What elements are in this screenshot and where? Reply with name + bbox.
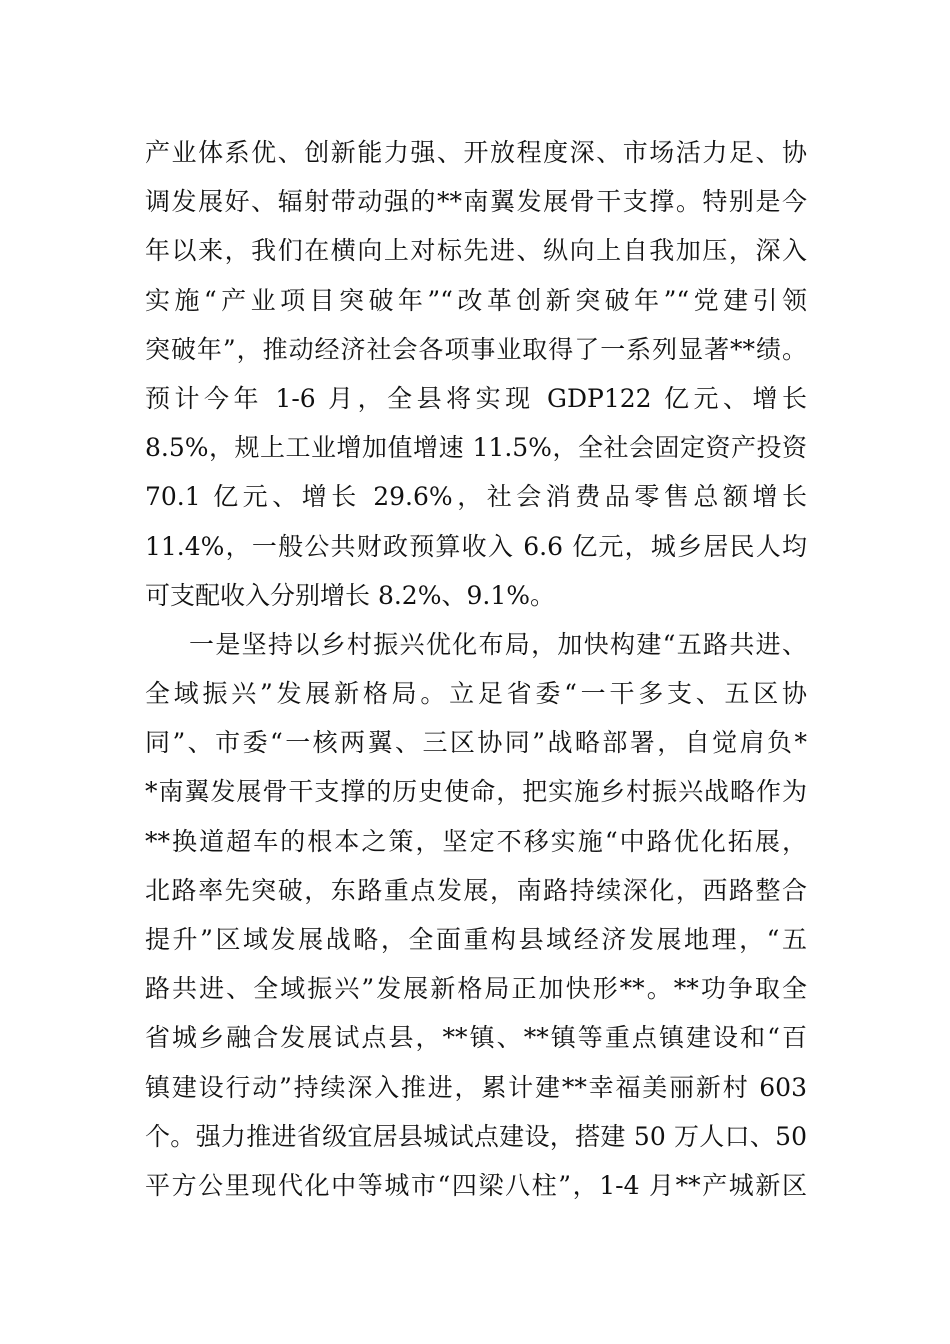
paragraph-first-line: 一是坚持以乡村振兴优化布局，加快构建“五路共进、: [189, 629, 807, 659]
text-line: 年以来，我们在横向上对标先进、纵向上自我加压，深入: [145, 236, 807, 266]
text-line: 平方公里现代化中等城市“四梁八柱”，1-4 月**产城新区: [145, 1170, 807, 1200]
text-line: 省城乡融合发展试点县，**镇、**镇等重点镇建设和“百: [145, 1023, 807, 1053]
text-line: 8.5%，规上工业增加值增速 11.5%，全社会固定资产投资: [145, 433, 807, 463]
body-text: [145, 128, 807, 1210]
text-line: 70.1 亿元、增长 29.6%，社会消费品零售总额增长: [145, 482, 807, 512]
text-line: *南翼发展骨干支撑的历史使命，把实施乡村振兴战略作为: [145, 777, 807, 807]
text-line: 镇建设行动”持续深入推进，累计建**幸福美丽新村 603: [145, 1072, 807, 1102]
text-line: 可支配收入分别增长 8.2%、9.1%。: [145, 580, 555, 610]
text-line: 同”、市委“一核两翼、三区协同”战略部署，自觉肩负*: [145, 728, 807, 758]
text-line: **换道超车的根本之策，坚定不移实施“中路优化拓展，: [145, 826, 807, 856]
text-line: 调发展好、辐射带动强的**南翼发展骨干支撑。特别是今: [145, 187, 807, 217]
text-line: 预计今年 1-6 月，全县将实现 GDP122 亿元、增长: [145, 383, 807, 413]
text-line: 个。强力推进省级宜居县城试点建设，搭建 50 万人口、50: [145, 1121, 807, 1151]
text-line: 提升”区域发展战略，全面重构县域经济发展地理，“五: [145, 925, 807, 954]
text-line: 路共进、全域振兴”发展新格局正加快形**。**功争取全: [145, 974, 807, 1004]
text-line: 全域振兴”发展新格局。立足省委“一干多支、五区协: [145, 679, 807, 709]
text-line: 实施“产业项目突破年”“改革创新突破年”“党建引领: [145, 285, 807, 315]
text-line: 产业体系优、创新能力强、开放程度深、市场活力足、协: [145, 138, 807, 167]
text-line: 突破年”，推动经济社会各项事业取得了一系列显著**绩。: [145, 334, 807, 364]
text-line: 北路率先突破，东路重点发展，南路持续深化，西路整合: [145, 875, 807, 905]
text-line: 11.4%，一般公共财政预算收入 6.6 亿元，城乡居民人均: [145, 531, 807, 561]
